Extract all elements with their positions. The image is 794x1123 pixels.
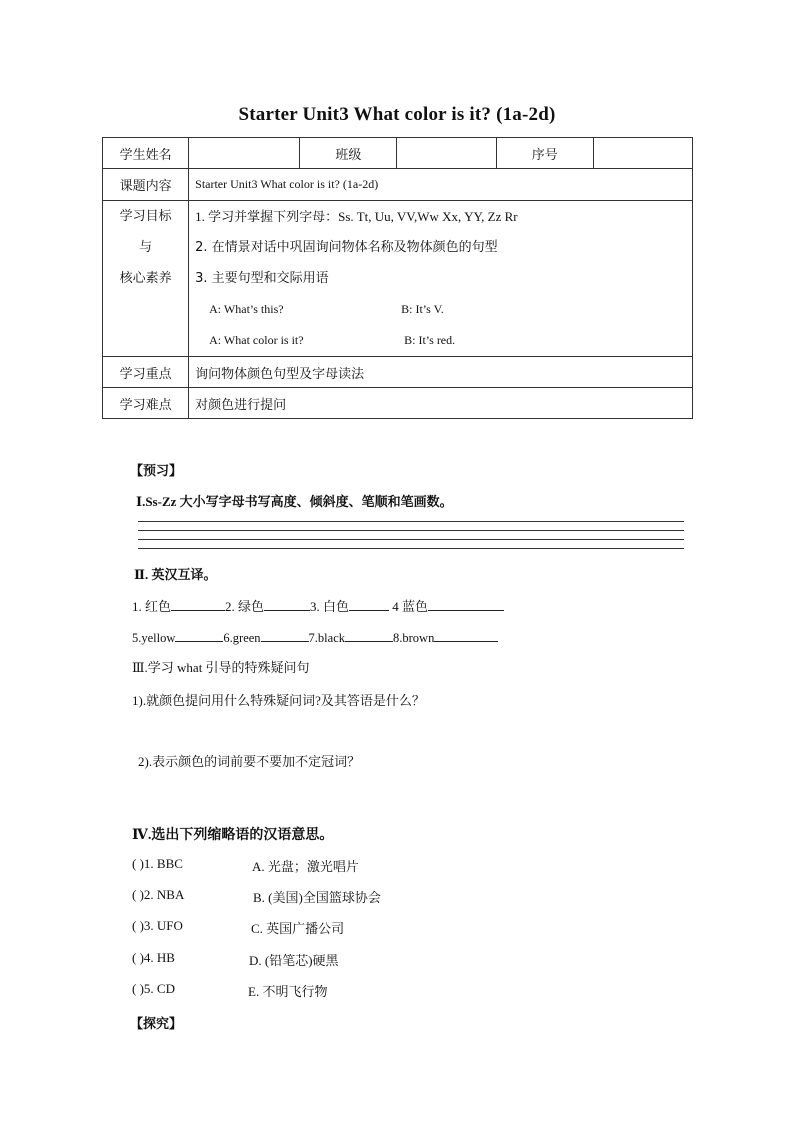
translate-item-3: 3. 白色: [310, 599, 350, 614]
difficulty-value: 对颜色进行提问: [189, 388, 693, 419]
abbrev-question: ( )4. HB: [132, 950, 175, 965]
abbrev-item-2[interactable]: [132, 887, 184, 903]
abbrev-question: ( )2. NBA: [132, 887, 185, 902]
answer-blank-6[interactable]: [261, 627, 309, 642]
info-table: [102, 137, 693, 419]
topic-label: 课题内容: [103, 169, 189, 201]
writing-line-3[interactable]: [138, 539, 684, 540]
abbrev-question: ( )1. BBC: [132, 856, 183, 871]
goal-item-2: 2. 在情景对话中巩固询问物体名称及物体颜色的句型: [195, 240, 498, 255]
section-2-heading: Ⅱ. 英汉互译。: [134, 567, 217, 582]
section-3-heading: Ⅲ.学习 what 引导的特殊疑问句: [132, 660, 310, 675]
class-label: 班级: [300, 138, 397, 169]
goals-row: [103, 201, 693, 357]
student-row: [103, 138, 693, 169]
abbrev-option-c: C. 英国广播公司: [251, 921, 345, 936]
translate-item-8: 8.brown: [393, 631, 435, 645]
name-field[interactable]: [189, 138, 300, 169]
dialog-line-1: [195, 294, 686, 325]
translate-item-7: 7.black: [308, 631, 345, 645]
focus-value: 询问物体颜色句型及字母读法: [189, 357, 693, 388]
translate-row-2: [132, 627, 498, 646]
abbrev-question: ( )3. UFO: [132, 918, 183, 933]
answer-blank-7[interactable]: [345, 627, 393, 642]
goal-item-1: 1. 学习并掌握下列字母：Ss. Tt, Uu, VV,Ww Xx, YY, Zz Rr: [195, 209, 518, 224]
abbrev-question: ( )5. CD: [132, 981, 175, 996]
goals-label-line1: 学习目标: [119, 209, 172, 224]
goals-label: [103, 201, 189, 357]
answer-blank-8[interactable]: [434, 627, 498, 642]
explore-heading: 【探究】: [130, 1017, 183, 1032]
question-1: 1).就颜色提问用什么特殊疑问词?及其答语是什么？: [132, 693, 425, 708]
abbrev-option-b: B. (美国)全国篮球协会: [253, 890, 381, 905]
abbrev-item-3[interactable]: [132, 918, 183, 934]
abbrev-item-1[interactable]: [132, 856, 183, 872]
difficulty-row: [103, 388, 693, 419]
answer-blank-4[interactable]: [428, 596, 504, 611]
translate-item-2: 2. 绿色: [225, 599, 265, 614]
class-field[interactable]: [397, 138, 496, 169]
answer-blank-5[interactable]: [175, 627, 223, 642]
focus-label: 学习重点: [103, 357, 189, 388]
abbrev-option-e: E. 不明飞行物: [248, 984, 328, 999]
translate-row-1: [132, 596, 504, 615]
dialog-question-2: A: What color is it?: [209, 333, 304, 347]
topic-row: [103, 169, 693, 201]
answer-blank-3[interactable]: [349, 596, 389, 611]
dialog-question-1: A: What’s this?: [209, 302, 284, 316]
goals-label-line3: 核心素养: [119, 271, 172, 286]
preview-heading: 【预习】: [130, 464, 183, 479]
answer-blank-1[interactable]: [171, 596, 225, 611]
seat-label: 序号: [496, 138, 593, 169]
writing-line-2[interactable]: [138, 530, 684, 531]
abbrev-option-a: A. 光盘；激光唱片: [252, 859, 359, 874]
name-label: 学生姓名: [103, 138, 189, 169]
writing-line-1[interactable]: [138, 521, 684, 522]
abbrev-option-d: D. (铅笔芯)硬黑: [249, 953, 339, 968]
writing-line-4[interactable]: [138, 548, 684, 549]
dialog-answer-1: B: It’s V.: [401, 302, 444, 316]
seat-field[interactable]: [593, 138, 692, 169]
worksheet-title: Starter Unit3 What color is it? (1a-2d): [238, 104, 556, 125]
translate-item-1: 1. 红色: [132, 599, 172, 614]
goals-content: [189, 201, 693, 357]
abbrev-item-4[interactable]: [132, 950, 175, 966]
translate-item-4: 4 蓝色: [389, 599, 429, 614]
section-4-heading: Ⅳ.选出下列缩略语的汉语意思。: [132, 828, 334, 843]
goal-item-3: 3. 主要句型和交际用语: [195, 271, 329, 286]
difficulty-label: 学习难点: [103, 388, 189, 419]
question-2: 2).表示颜色的词前要不要加不定冠词？: [138, 754, 361, 769]
section-1-heading: Ⅰ.Ss-Zz 大小写字母书写高度、倾斜度、笔顺和笔画数。: [136, 494, 453, 509]
dialog-line-2: [195, 325, 686, 356]
focus-row: [103, 357, 693, 388]
dialog-answer-2: B: It’s red.: [404, 333, 456, 347]
goals-label-line2: 与: [139, 240, 153, 255]
topic-value: Starter Unit3 What color is it? (1a-2d): [189, 169, 693, 201]
translate-item-5: 5.yellow: [132, 631, 176, 645]
translate-item-6: 6.green: [223, 631, 261, 645]
answer-blank-2[interactable]: [264, 596, 310, 611]
abbrev-item-5[interactable]: [132, 981, 175, 997]
